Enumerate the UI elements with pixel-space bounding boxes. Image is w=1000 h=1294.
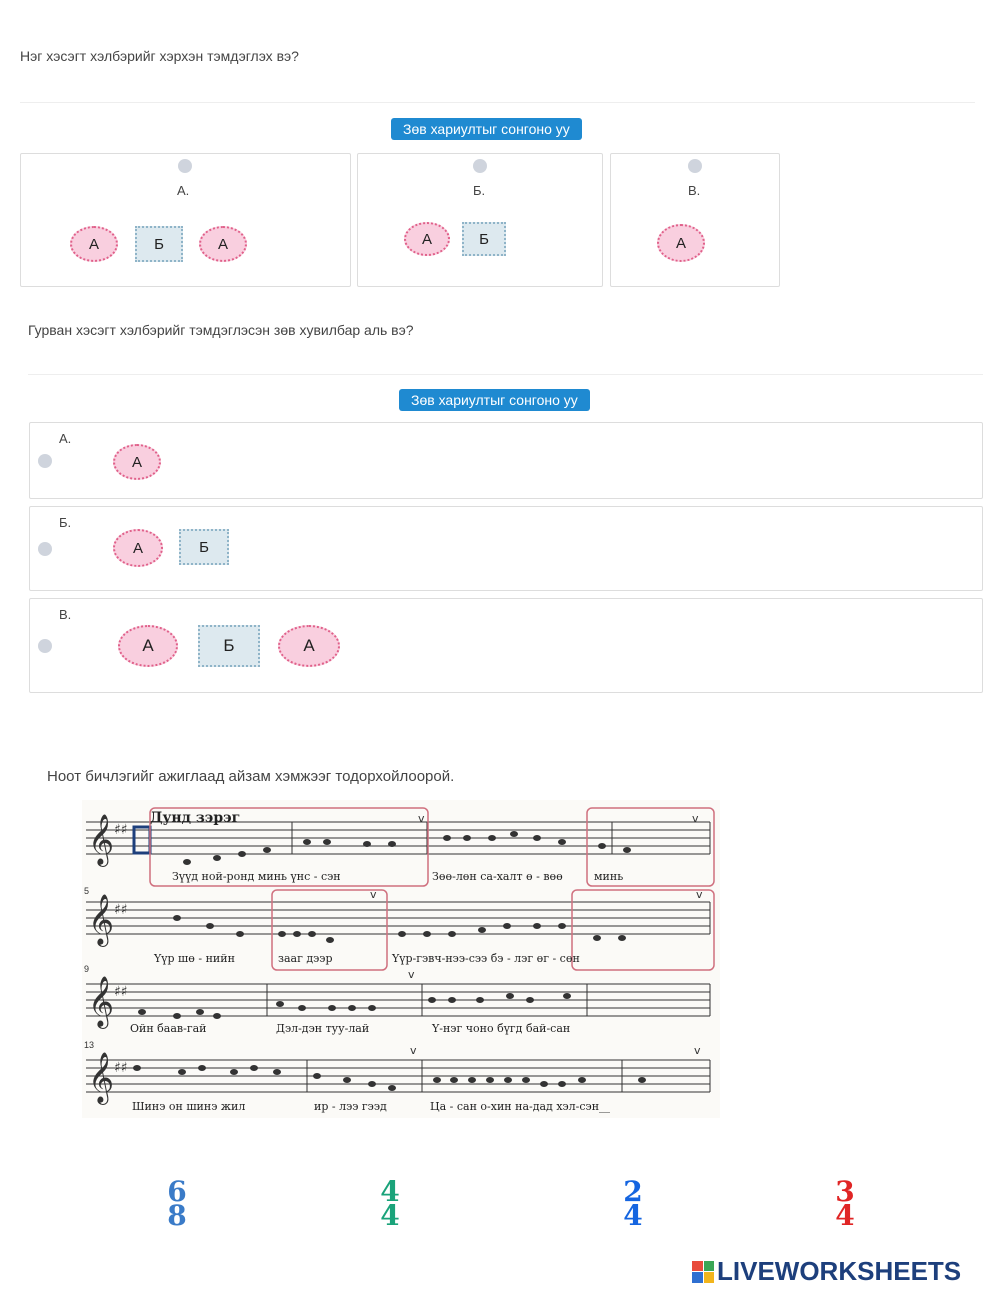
question-2-text: Гурван хэсэгт хэлбэрийг тэмдэглэсэн зөв хувилбар аль вэ? <box>28 322 414 338</box>
time-signature-6-8[interactable] <box>160 1175 194 1232</box>
ts-bottom: 8 <box>167 1199 187 1232</box>
svg-text:♯♯: ♯♯ <box>114 902 128 918</box>
q1-option-c[interactable] <box>610 153 780 287</box>
section-a-shape: А <box>113 529 163 567</box>
time-signature-3-4[interactable] <box>828 1175 862 1232</box>
music-score <box>82 800 720 1118</box>
question-1-text: Нэг хэсэгт хэлбэрийг хэрхэн тэмдэглэх вэ? <box>20 48 299 64</box>
option-label: В. <box>59 607 72 622</box>
section-a-shape: А <box>278 625 340 667</box>
measure-number: 9 <box>84 964 90 974</box>
svg-text:♯♯: ♯♯ <box>114 822 128 838</box>
svg-text:v: v <box>370 888 377 901</box>
section-a-shape: А <box>404 222 450 256</box>
liveworksheets-logo <box>692 1256 961 1287</box>
measure-number: 13 <box>84 1040 95 1050</box>
select-answer-button[interactable]: Зөв хариултыг сонгоно уу <box>391 118 582 140</box>
lyric-line: Үүр-гэвч-нээ-сээ бэ - лэг өг - сөн <box>392 952 580 965</box>
section-a-shape: А <box>113 444 161 480</box>
option-label: А. <box>59 431 72 446</box>
q1-option-a[interactable] <box>20 153 351 287</box>
svg-text:♯♯: ♯♯ <box>114 1060 128 1076</box>
lyric-line: Зөө-лөн са-халт ө - вөө <box>432 870 563 883</box>
section-b-shape: Б <box>198 625 260 667</box>
section-b-shape: Б <box>179 529 229 565</box>
section-a-shape: А <box>657 224 705 262</box>
svg-text:v: v <box>692 812 699 825</box>
section-b-shape: Б <box>462 222 506 256</box>
q2-option-b[interactable] <box>29 506 983 591</box>
section-a-shape: А <box>199 226 247 262</box>
option-label: В. <box>688 183 701 198</box>
svg-text:v: v <box>408 968 415 981</box>
ts-top: 2 <box>623 1175 643 1208</box>
radio-button[interactable] <box>38 639 52 653</box>
lyric-line: зааг дээр <box>278 952 333 965</box>
svg-text:v: v <box>696 888 703 901</box>
svg-text:𝄞: 𝄞 <box>88 1052 115 1103</box>
option-label: Б. <box>473 183 486 198</box>
section-a-shape: А <box>118 625 178 667</box>
option-label: Б. <box>59 515 72 530</box>
svg-text:♯♯: ♯♯ <box>114 984 128 1000</box>
question-3-text: Ноот бичлэгийг ажиглаад айзам хэмжээг тодорхойлоорой. <box>47 768 455 785</box>
radio-button[interactable] <box>38 454 52 468</box>
ts-top: 3 <box>835 1175 855 1208</box>
lyric-line: Ца - сан о-хин на-дад хэл-сэн__ <box>430 1100 611 1113</box>
radio-button[interactable] <box>38 542 52 556</box>
svg-text:v: v <box>694 1044 701 1057</box>
lyric-line: Ү-нэг чоно бүгд бай-сан <box>432 1022 571 1035</box>
brand-name: LIVEWORKSHEETS <box>717 1256 962 1286</box>
q2-option-c[interactable] <box>29 598 983 693</box>
svg-text:𝄞: 𝄞 <box>88 894 115 945</box>
lyric-line: Үүр шө - нийн <box>154 952 235 965</box>
radio-button[interactable] <box>473 159 487 173</box>
ts-bottom: 4 <box>835 1199 855 1232</box>
lyric-line: Ойн баав-гай <box>130 1022 207 1035</box>
time-signature-2-4[interactable] <box>616 1175 650 1232</box>
time-signature-4-4[interactable] <box>373 1175 407 1232</box>
lyric-line: минь <box>594 870 624 883</box>
q1-option-b[interactable] <box>357 153 603 287</box>
ts-bottom: 4 <box>380 1199 400 1232</box>
section-a-shape: А <box>70 226 118 262</box>
lyric-line: ир - лээ гээд <box>314 1100 387 1113</box>
score-title: Дунд зэрэг <box>150 810 241 826</box>
ts-top: 6 <box>167 1175 187 1208</box>
divider <box>28 374 983 375</box>
radio-button[interactable] <box>688 159 702 173</box>
lyric-line: Дэл-дэн туу-лай <box>276 1022 370 1035</box>
select-answer-button[interactable]: Зөв хариултыг сонгоно уу <box>399 389 590 411</box>
lyric-line: Шинэ он шинэ жил <box>132 1100 246 1113</box>
section-b-shape: Б <box>135 226 183 262</box>
divider <box>20 102 975 103</box>
lyric-line: Зүүд ной-ронд минь үнс - сэн <box>172 870 341 883</box>
q2-option-a[interactable] <box>29 422 983 499</box>
measure-number: 5 <box>84 886 90 896</box>
logo-badge-icon <box>692 1261 714 1283</box>
option-label: А. <box>177 183 190 198</box>
svg-text:𝄞: 𝄞 <box>88 814 115 865</box>
svg-text:v: v <box>410 1044 417 1057</box>
radio-button[interactable] <box>178 159 192 173</box>
ts-bottom: 4 <box>623 1199 643 1232</box>
ts-top: 4 <box>380 1175 400 1208</box>
svg-text:v: v <box>418 812 425 825</box>
svg-text:𝄞: 𝄞 <box>88 976 115 1027</box>
